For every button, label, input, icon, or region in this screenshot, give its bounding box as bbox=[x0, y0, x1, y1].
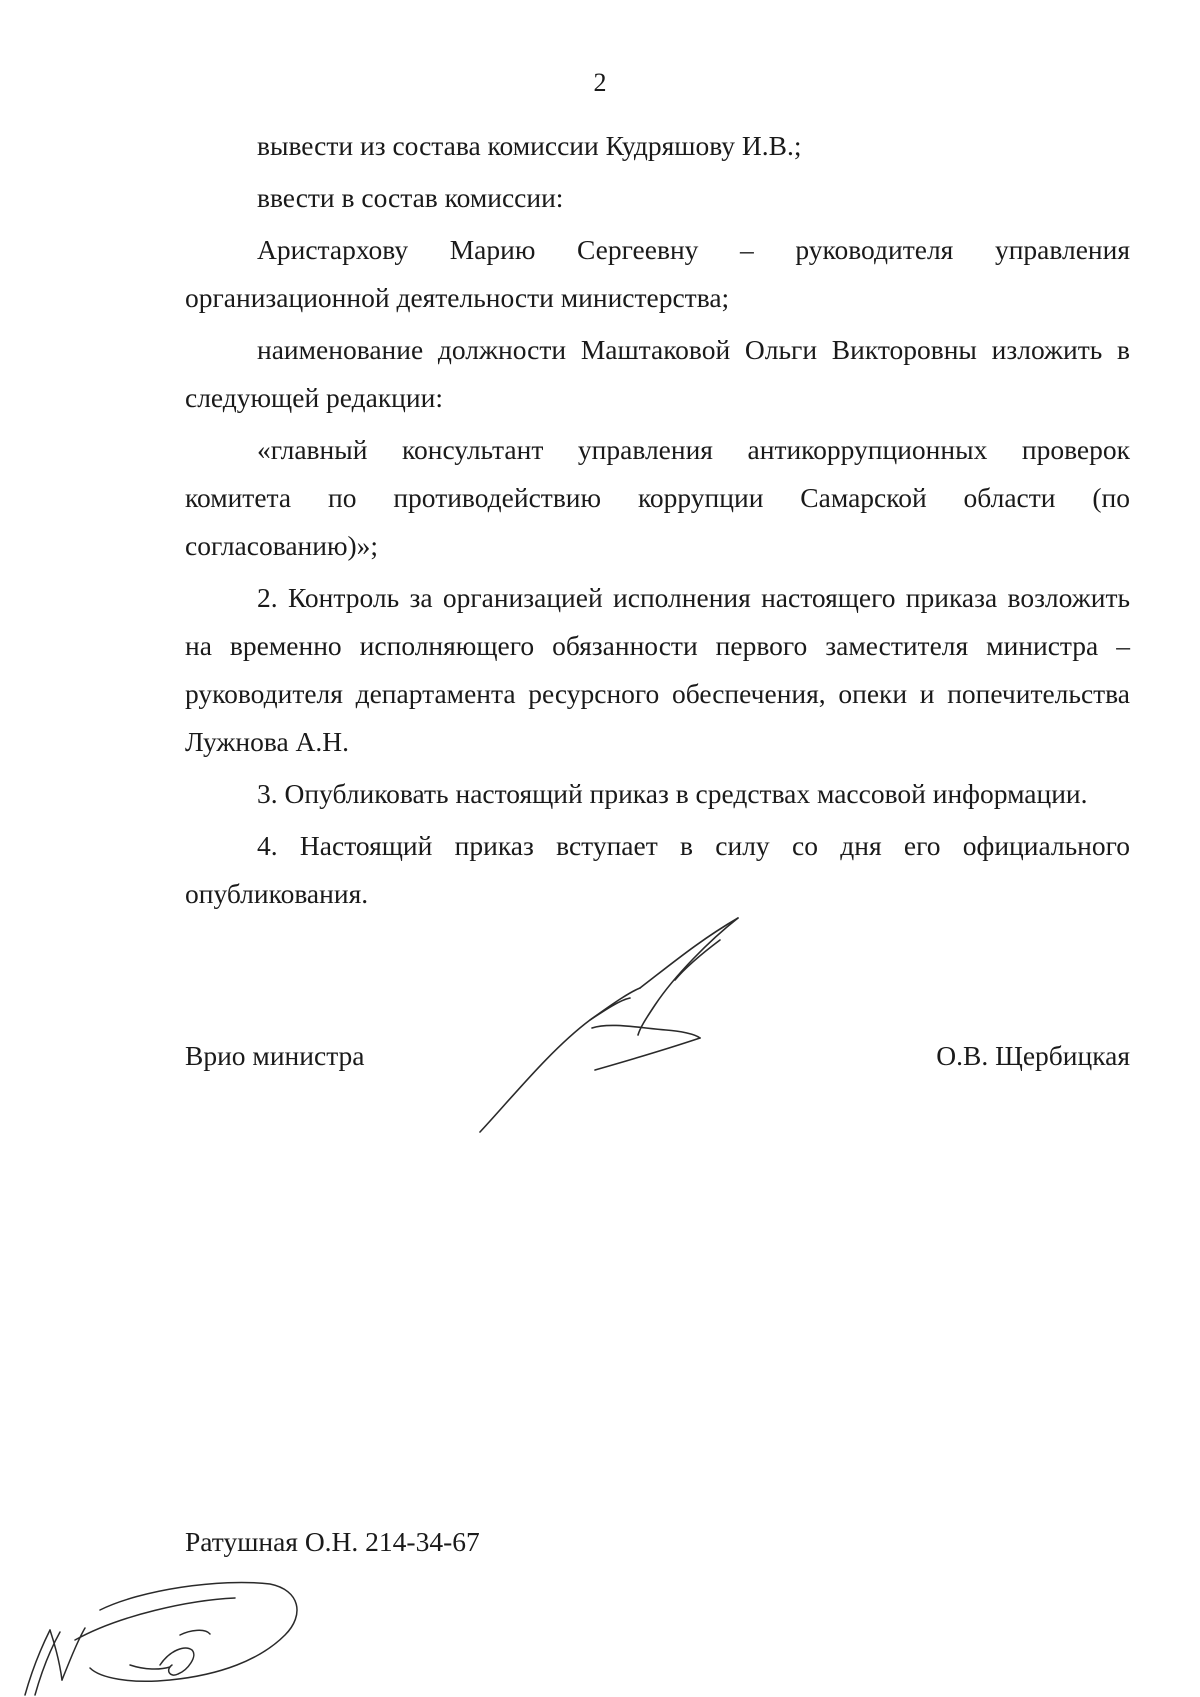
paragraph: Аристархову Марию Сергеевну – руководителя управления организационной деятельности министерства; bbox=[185, 234, 1130, 313]
paragraph: ввести в состав комиссии: bbox=[257, 182, 564, 213]
paragraph: наименование должности Маштаковой Ольги Викторовны изложить в следующей редакции: bbox=[185, 334, 1130, 413]
page-number: 2 bbox=[593, 68, 607, 97]
paragraph: 3. Опубликовать настоящий приказ в средствах массовой информации. bbox=[257, 778, 1088, 809]
signatory-name: О.В. Щербицкая bbox=[936, 1040, 1130, 1071]
paragraph: 4. Настоящий приказ вступает в силу со дня его официального опубликования. bbox=[185, 830, 1130, 909]
handwritten-signature bbox=[470, 910, 750, 1140]
document-body bbox=[185, 122, 1130, 918]
paragraph: «главный консультант управления антикоррупционных проверок комитета по противодействию коррупции Самарской области (по согласованию)»; bbox=[185, 434, 1130, 561]
paragraph: 2. Контроль за организацией исполнения настоящего приказа возложить на временно исполняющего обязанности первого заместителя министра – руководителя департамента ресурсного обеспечения, опеки и попечительства Лужнова А.Н. bbox=[185, 582, 1130, 757]
signatory-position: Врио министра bbox=[185, 1040, 365, 1071]
signature-block bbox=[185, 1040, 1130, 1072]
handwritten-initials bbox=[20, 1570, 310, 1697]
contact-line: Ратушная О.Н. 214-34-67 bbox=[185, 1526, 480, 1557]
paragraph: вывести из состава комиссии Кудряшову И.В.; bbox=[257, 130, 802, 161]
